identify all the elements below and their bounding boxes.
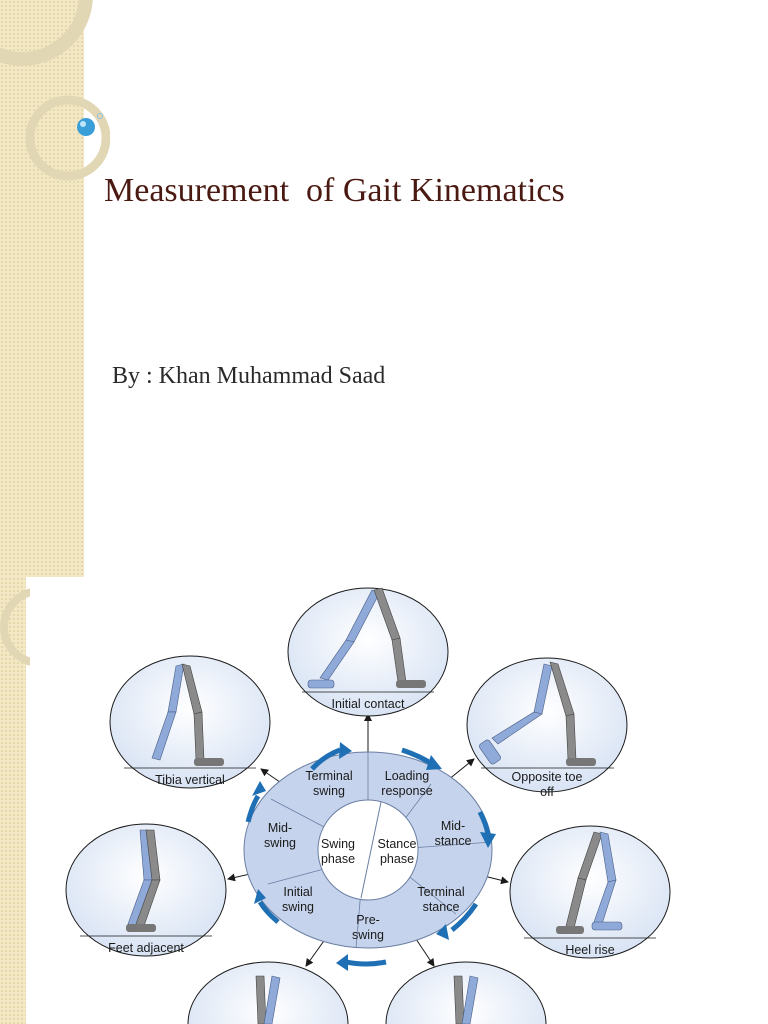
bubble-label-opposite-toe-off: Opposite toe (511, 770, 583, 784)
ring-label-terminal-stance: Terminal stance (417, 885, 465, 914)
bubble-bottom-right-partial (386, 962, 546, 1024)
bubble-heel-rise (510, 826, 670, 958)
author-line: By : Khan Muhammad Saad (112, 363, 386, 389)
bubble-tibia-vertical (110, 656, 270, 788)
bubble-label-feet-adjacent: Feet adjacent (108, 941, 184, 955)
ring-label-loading-response: Loading response (381, 769, 433, 798)
bubble-feet-adjacent (66, 824, 226, 956)
bubble-bottom-left-partial (188, 962, 348, 1024)
center-label-swing-phase: Swing phase (320, 837, 356, 866)
ring-label-mid-stance: Mid-stance (434, 819, 472, 848)
bubble-label-initial-contact: Initial contact (331, 697, 405, 711)
center-label-stance-phase: Stance phase (377, 837, 417, 866)
ring-label-pre-swing: Pre-swing (352, 913, 384, 942)
gait-cycle-diagram (56, 584, 676, 1024)
bullet-sphere-icon (77, 118, 95, 136)
svg-text:off: off (540, 785, 554, 799)
ring-label-mid-swing: Mid-swing (264, 821, 296, 850)
bubble-label-tibia-vertical: Tibia vertical (155, 773, 225, 787)
decorative-circles (0, 0, 110, 200)
ring-label-terminal-swing: Terminal swing (305, 769, 353, 798)
decorative-circles-2 (0, 577, 30, 677)
ring-label-initial-swing: Initial swing (282, 885, 314, 914)
bubble-label-heel-rise: Heel rise (565, 943, 615, 957)
page-title: Measurement of Gait Kinematics (104, 172, 565, 209)
bubble-opposite-toe-off (467, 658, 627, 799)
bubble-initial-contact (288, 588, 448, 716)
